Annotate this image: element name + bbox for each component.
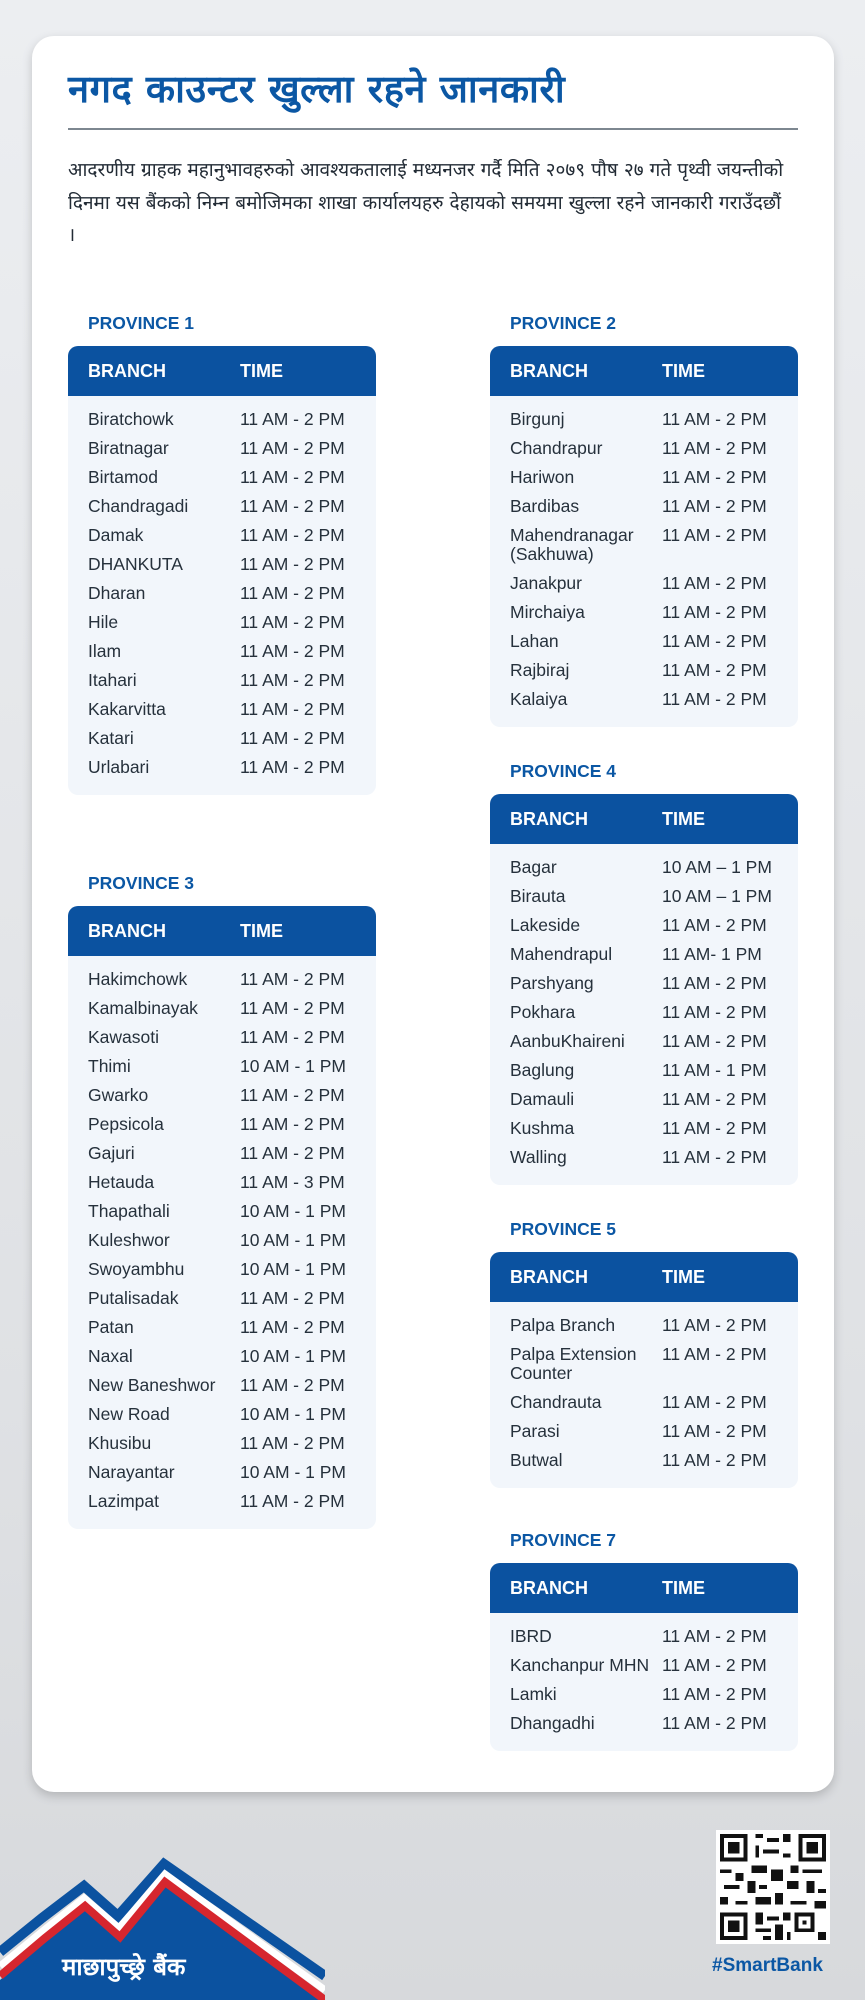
branch-name: Itahari: [88, 670, 137, 690]
branch-time: 11 AM - 2 PM: [662, 409, 767, 429]
branch-time: 11 AM - 2 PM: [662, 1626, 767, 1646]
table-row: [490, 1117, 798, 1146]
branch-name: Chandragadi: [88, 496, 189, 516]
table-row: [68, 756, 376, 785]
branch-time: 11 AM - 2 PM: [240, 1027, 345, 1047]
branch-name: Pepsicola: [88, 1114, 164, 1134]
branch-time: 10 AM - 1 PM: [240, 1404, 347, 1424]
branch-name: Bardibas: [510, 496, 580, 516]
branch-time: 11 AM - 2 PM: [662, 1421, 767, 1441]
branch-time: 11 AM - 2 PM: [240, 1143, 345, 1163]
table-header: [490, 346, 798, 396]
branch-time: 10 AM - 1 PM: [240, 1462, 347, 1482]
branch-name: Parasi: [510, 1421, 560, 1441]
table-row: [68, 640, 376, 669]
branch-name: Thimi: [88, 1056, 131, 1076]
title-divider: [68, 128, 798, 130]
branch-name: Pokhara: [510, 1002, 576, 1022]
branch-name: Khusibu: [88, 1433, 152, 1453]
table-row: [490, 943, 798, 972]
branch-name: Parshyang: [510, 973, 594, 993]
table-row: [490, 1088, 798, 1117]
branch-name: Kakarvitta: [88, 699, 166, 719]
branch-name: Katari: [88, 728, 134, 748]
branch-time: 11 AM - 2 PM: [662, 496, 767, 516]
branch-time: 10 AM - 1 PM: [240, 1346, 347, 1366]
branch-time: 11 AM - 2 PM: [662, 1344, 767, 1364]
table-row: [490, 1314, 798, 1343]
branch-name: Walling: [510, 1147, 567, 1167]
table-row: [490, 856, 798, 885]
branch-name: DHANKUTA: [88, 554, 183, 574]
table-row: [68, 1432, 376, 1461]
branch-name: Kamalbinayak: [88, 998, 198, 1018]
branch-time: 10 AM - 1 PM: [240, 1230, 347, 1250]
time-column-header: TIME: [240, 360, 283, 381]
province-3-section: [68, 872, 376, 1529]
table-body: [68, 396, 376, 795]
table-row: [490, 1059, 798, 1088]
branch-name: Hariwon: [510, 467, 575, 487]
branch-time: 11 AM - 2 PM: [662, 973, 767, 993]
branch-name: Kalaiya: [510, 689, 568, 709]
branch-name: Baglung: [510, 1060, 575, 1080]
intro-paragraph: आदरणीय ग्राहक महानुभावहरुको आवश्यकतालाई मध्यनजर गर्दै मिति २०७९ पौष २७ गते पृथ्वी जयन्तीको दिनमा यस बैंकको निम्न बमोजिमका शाखा कार्यालयहरु देहायको समयमा खुल्ला रहने जानकारी गराउँदछौं ।: [68, 159, 784, 246]
branch-time: 11 AM - 2 PM: [662, 1713, 767, 1733]
branch-time: 11 AM - 2 PM: [662, 1450, 767, 1470]
table-row: [68, 1055, 376, 1084]
branch-time: 11 AM - 2 PM: [240, 496, 345, 516]
table-row: [68, 1490, 376, 1519]
branch-time: 11 AM - 3 PM: [240, 1172, 345, 1192]
branch-name: Chandrauta: [510, 1392, 602, 1412]
province-title: PROVINCE 2: [510, 313, 616, 333]
branch-time: 11 AM - 2 PM: [240, 1114, 345, 1134]
table-row: [68, 997, 376, 1026]
province-title: PROVINCE 3: [88, 873, 194, 893]
branch-time: 10 AM - 1 PM: [240, 1201, 347, 1221]
table-row: [68, 968, 376, 997]
branch-time: 11 AM - 2 PM: [662, 573, 767, 593]
table-row: [490, 524, 798, 572]
branch-name: IBRD: [510, 1626, 552, 1646]
qr-code[interactable]: [716, 1830, 830, 1944]
table-row: [490, 1146, 798, 1175]
branch-name: Hile: [88, 612, 119, 632]
table-row: [490, 1030, 798, 1059]
branch-name: Lamki: [510, 1684, 557, 1704]
branch-name: Mahendranagar (Sakhuwa): [510, 525, 634, 564]
table-body: [490, 1302, 798, 1488]
time-column-header: TIME: [662, 1577, 705, 1598]
table-row: [68, 1374, 376, 1403]
table-row: [490, 972, 798, 1001]
branch-time: 11 AM - 2 PM: [662, 1315, 767, 1335]
branch-table: [490, 1252, 798, 1488]
table-row: [490, 1712, 798, 1741]
branch-time: 11 AM - 2 PM: [662, 1031, 767, 1051]
branch-time: 11 AM - 2 PM: [240, 1433, 345, 1453]
table-header: [490, 1563, 798, 1613]
table-row: [68, 1461, 376, 1490]
branch-time: 11 AM - 2 PM: [662, 660, 767, 680]
branch-name: Lahan: [510, 631, 559, 651]
table-row: [68, 611, 376, 640]
table-row: [490, 466, 798, 495]
branch-time: 11 AM - 2 PM: [240, 1491, 345, 1511]
province-title: PROVINCE 1: [88, 313, 194, 333]
table-row: [490, 659, 798, 688]
province-1-section: [68, 312, 376, 795]
table-header: [490, 1252, 798, 1302]
table-row: [68, 582, 376, 611]
branch-time: 11 AM - 2 PM: [240, 670, 345, 690]
table-row: [490, 1343, 798, 1391]
province-title: PROVINCE 5: [510, 1219, 616, 1239]
branch-name: New Road: [88, 1404, 170, 1424]
branch-name: Putalisadak: [88, 1288, 179, 1308]
branch-column-header: BRANCH: [510, 1577, 588, 1598]
branch-table: [68, 346, 376, 795]
branch-column-header: BRANCH: [88, 360, 166, 381]
branch-column-header: BRANCH: [510, 808, 588, 829]
table-row: [490, 601, 798, 630]
branch-time: 11 AM - 2 PM: [662, 602, 767, 622]
branch-time: 11 AM - 2 PM: [240, 1085, 345, 1105]
table-row: [68, 669, 376, 698]
table-row: [490, 1391, 798, 1420]
branch-time: 11 AM - 2 PM: [240, 612, 345, 632]
province-2-section: [490, 312, 798, 727]
branch-name: Hakimchowk: [88, 969, 188, 989]
branch-name: Birgunj: [510, 409, 565, 429]
branch-time: 10 AM - 1 PM: [240, 1259, 347, 1279]
branch-time: 10 AM – 1 PM: [662, 886, 772, 906]
branch-name: Biratnagar: [88, 438, 169, 458]
table-body: [490, 1613, 798, 1751]
branch-time: 10 AM - 1 PM: [240, 1056, 347, 1076]
table-row: [68, 495, 376, 524]
branch-time: 11 AM - 2 PM: [240, 1317, 345, 1337]
table-row: [68, 437, 376, 466]
table-row: [490, 572, 798, 601]
table-row: [68, 1345, 376, 1374]
branch-time: 11 AM - 2 PM: [240, 409, 345, 429]
branch-table: [490, 346, 798, 727]
branch-name: Hetauda: [88, 1172, 155, 1192]
table-row: [68, 1403, 376, 1432]
time-column-header: TIME: [662, 808, 705, 829]
branch-time: 10 AM – 1 PM: [662, 857, 772, 877]
branch-time: 11 AM - 2 PM: [662, 1655, 767, 1675]
page-title: नगद काउन्टर खुल्ला रहने जानकारी: [68, 67, 566, 111]
branch-time: 11 AM - 2 PM: [662, 915, 767, 935]
branch-time: 11 AM - 2 PM: [240, 554, 345, 574]
branch-time: 11 AM - 2 PM: [240, 998, 345, 1018]
branch-name: Bagar: [510, 857, 557, 877]
table-body: [490, 844, 798, 1185]
branch-time: 11 AM - 2 PM: [662, 1392, 767, 1412]
branch-name: Rajbiraj: [510, 660, 570, 680]
table-row: [68, 1258, 376, 1287]
table-row: [490, 495, 798, 524]
branch-time: 11 AM - 2 PM: [662, 1002, 767, 1022]
province-7-section: [490, 1529, 798, 1751]
table-row: [490, 1683, 798, 1712]
branch-name: Birauta: [510, 886, 566, 906]
branch-name: Dharan: [88, 583, 146, 603]
branch-time: 11 AM - 2 PM: [662, 1684, 767, 1704]
branch-name: Lazimpat: [88, 1491, 160, 1511]
table-row: [68, 1084, 376, 1113]
hashtag: #SmartBank: [712, 1955, 823, 1976]
branch-time: 11 AM - 2 PM: [240, 757, 345, 777]
table-row: [490, 1625, 798, 1654]
table-row: [490, 1420, 798, 1449]
table-row: [68, 727, 376, 756]
branch-time: 11 AM - 2 PM: [662, 1118, 767, 1138]
branch-table: [490, 1563, 798, 1751]
table-row: [68, 1316, 376, 1345]
branch-name: Chandrapur: [510, 438, 603, 458]
branch-time: 11 AM- 1 PM: [662, 944, 762, 964]
table-row: [68, 524, 376, 553]
branch-time: 11 AM - 2 PM: [662, 1147, 767, 1167]
table-row: [490, 1449, 798, 1478]
table-body: [490, 396, 798, 727]
table-row: [490, 1654, 798, 1683]
branch-name: Swoyambhu: [88, 1259, 185, 1279]
branch-name: Kanchanpur MHN: [510, 1655, 650, 1675]
table-row: [68, 1200, 376, 1229]
table-row: [490, 885, 798, 914]
table-header: [490, 794, 798, 844]
table-header: [68, 346, 376, 396]
branch-name: Kushma: [510, 1118, 575, 1138]
table-row: [68, 553, 376, 582]
table-header: [68, 906, 376, 956]
table-row: [68, 698, 376, 727]
branch-name: Patan: [88, 1317, 134, 1337]
branch-time: 11 AM - 2 PM: [662, 525, 767, 545]
branch-time: 11 AM - 2 PM: [240, 969, 345, 989]
branch-name: Ilam: [88, 641, 122, 661]
table-row: [68, 1142, 376, 1171]
province-title: PROVINCE 7: [510, 1530, 616, 1550]
branch-name: Gajuri: [88, 1143, 135, 1163]
branch-name: Urlabari: [88, 757, 150, 777]
branch-name: AanbuKhaireni: [510, 1031, 625, 1051]
table-row: [490, 1001, 798, 1030]
branch-time: 11 AM - 1 PM: [662, 1060, 767, 1080]
branch-name: Naxal: [88, 1346, 133, 1366]
branch-time: 11 AM - 2 PM: [662, 438, 767, 458]
time-column-header: TIME: [240, 920, 283, 941]
branch-time: 11 AM - 2 PM: [240, 1288, 345, 1308]
branch-column-header: BRANCH: [510, 360, 588, 381]
branch-name: Kawasoti: [88, 1027, 160, 1047]
branch-name: Gwarko: [88, 1085, 149, 1105]
bank-name: माछापुच्छ्रे बैंक: [62, 1953, 186, 1981]
branch-time: 11 AM - 2 PM: [662, 1089, 767, 1109]
table-row: [68, 1287, 376, 1316]
branch-time: 11 AM - 2 PM: [662, 689, 767, 709]
table-row: [490, 688, 798, 717]
branch-name: Mirchaiya: [510, 602, 585, 622]
table-row: [490, 437, 798, 466]
branch-time: 11 AM - 2 PM: [662, 631, 767, 651]
branch-name: Birtamod: [88, 467, 159, 487]
branch-time: 11 AM - 2 PM: [240, 1375, 345, 1395]
time-column-header: TIME: [662, 360, 705, 381]
table-row: [68, 466, 376, 495]
branch-name: Janakpur: [510, 573, 582, 593]
branch-time: 11 AM - 2 PM: [240, 467, 345, 487]
branch-time: 11 AM - 2 PM: [240, 641, 345, 661]
branch-name: Mahendrapul: [510, 944, 613, 964]
table-body: [68, 956, 376, 1529]
branch-name: Narayantar: [88, 1462, 175, 1482]
branch-name: Damauli: [510, 1089, 575, 1109]
branch-time: 11 AM - 2 PM: [240, 438, 345, 458]
branch-name: Butwal: [510, 1450, 563, 1470]
branch-name: Kuleshwor: [88, 1230, 170, 1250]
branch-name: Palpa Branch: [510, 1315, 616, 1335]
province-4-section: [490, 760, 798, 1185]
branch-name: Damak: [88, 525, 144, 545]
table-row: [490, 630, 798, 659]
branch-time: 11 AM - 2 PM: [662, 467, 767, 487]
province-5-section: [490, 1218, 798, 1488]
table-row: [68, 1113, 376, 1142]
branch-time: 11 AM - 2 PM: [240, 583, 345, 603]
branch-name: Biratchowk: [88, 409, 174, 429]
branch-column-header: BRANCH: [88, 920, 166, 941]
branch-table: [68, 906, 376, 1529]
branch-name: New Baneshwor: [88, 1375, 216, 1395]
branch-name: Dhangadhi: [510, 1713, 595, 1733]
table-row: [68, 1229, 376, 1258]
table-row: [490, 408, 798, 437]
branch-time: 11 AM - 2 PM: [240, 525, 345, 545]
branch-column-header: BRANCH: [510, 1266, 588, 1287]
time-column-header: TIME: [662, 1266, 705, 1287]
table-row: [490, 914, 798, 943]
branch-name: Lakeside: [510, 915, 581, 935]
table-row: [68, 1171, 376, 1200]
branch-name: Thapathali: [88, 1201, 170, 1221]
branch-name: Palpa Extension Counter: [510, 1344, 637, 1383]
branch-time: 11 AM - 2 PM: [240, 728, 345, 748]
table-row: [68, 408, 376, 437]
branch-table: [490, 794, 798, 1185]
province-title: PROVINCE 4: [510, 761, 616, 781]
branch-time: 11 AM - 2 PM: [240, 699, 345, 719]
table-row: [68, 1026, 376, 1055]
